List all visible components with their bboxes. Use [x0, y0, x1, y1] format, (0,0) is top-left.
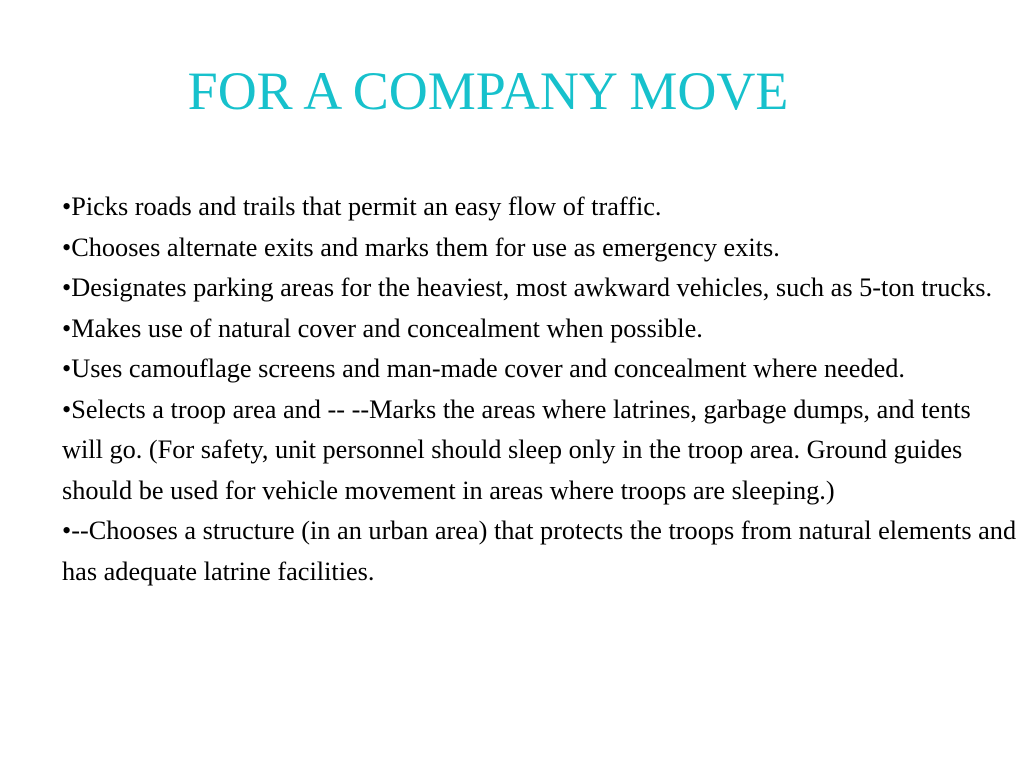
bullet-item-parking: •Designates parking areas for the heaviest, most awkward vehicles, such as 5-ton trucks.: [62, 273, 993, 302]
bullet-item-roads: •Picks roads and trails that permit an easy flow of traffic.: [62, 192, 662, 221]
bullet-item-exits: •Chooses alternate exits and marks them for use as emergency exits.: [62, 232, 780, 262]
bullet-list: [62, 187, 1018, 592]
slide-title: FOR A COMPANY MOVE: [187, 61, 789, 121]
bullet-item-structure: •--Chooses a structure (in an urban area) that protects the troops from natural elements and has adequate latrine facilities.: [62, 516, 1017, 586]
bullet-item-troop-area: •Selects a troop area and -- --Marks the areas where latrines, garbage dumps, and tents will go. (For safety, unit personnel should sleep only in the troop area. Ground guides should be used for vehicle movement in areas where troops are sleeping.): [62, 394, 971, 505]
bullet-item-natural-cover: •Makes use of natural cover and concealment when possible.: [62, 313, 703, 343]
bullet-item-camouflage: •Uses camouflage screens and man-made cover and concealment where needed.: [62, 354, 906, 383]
